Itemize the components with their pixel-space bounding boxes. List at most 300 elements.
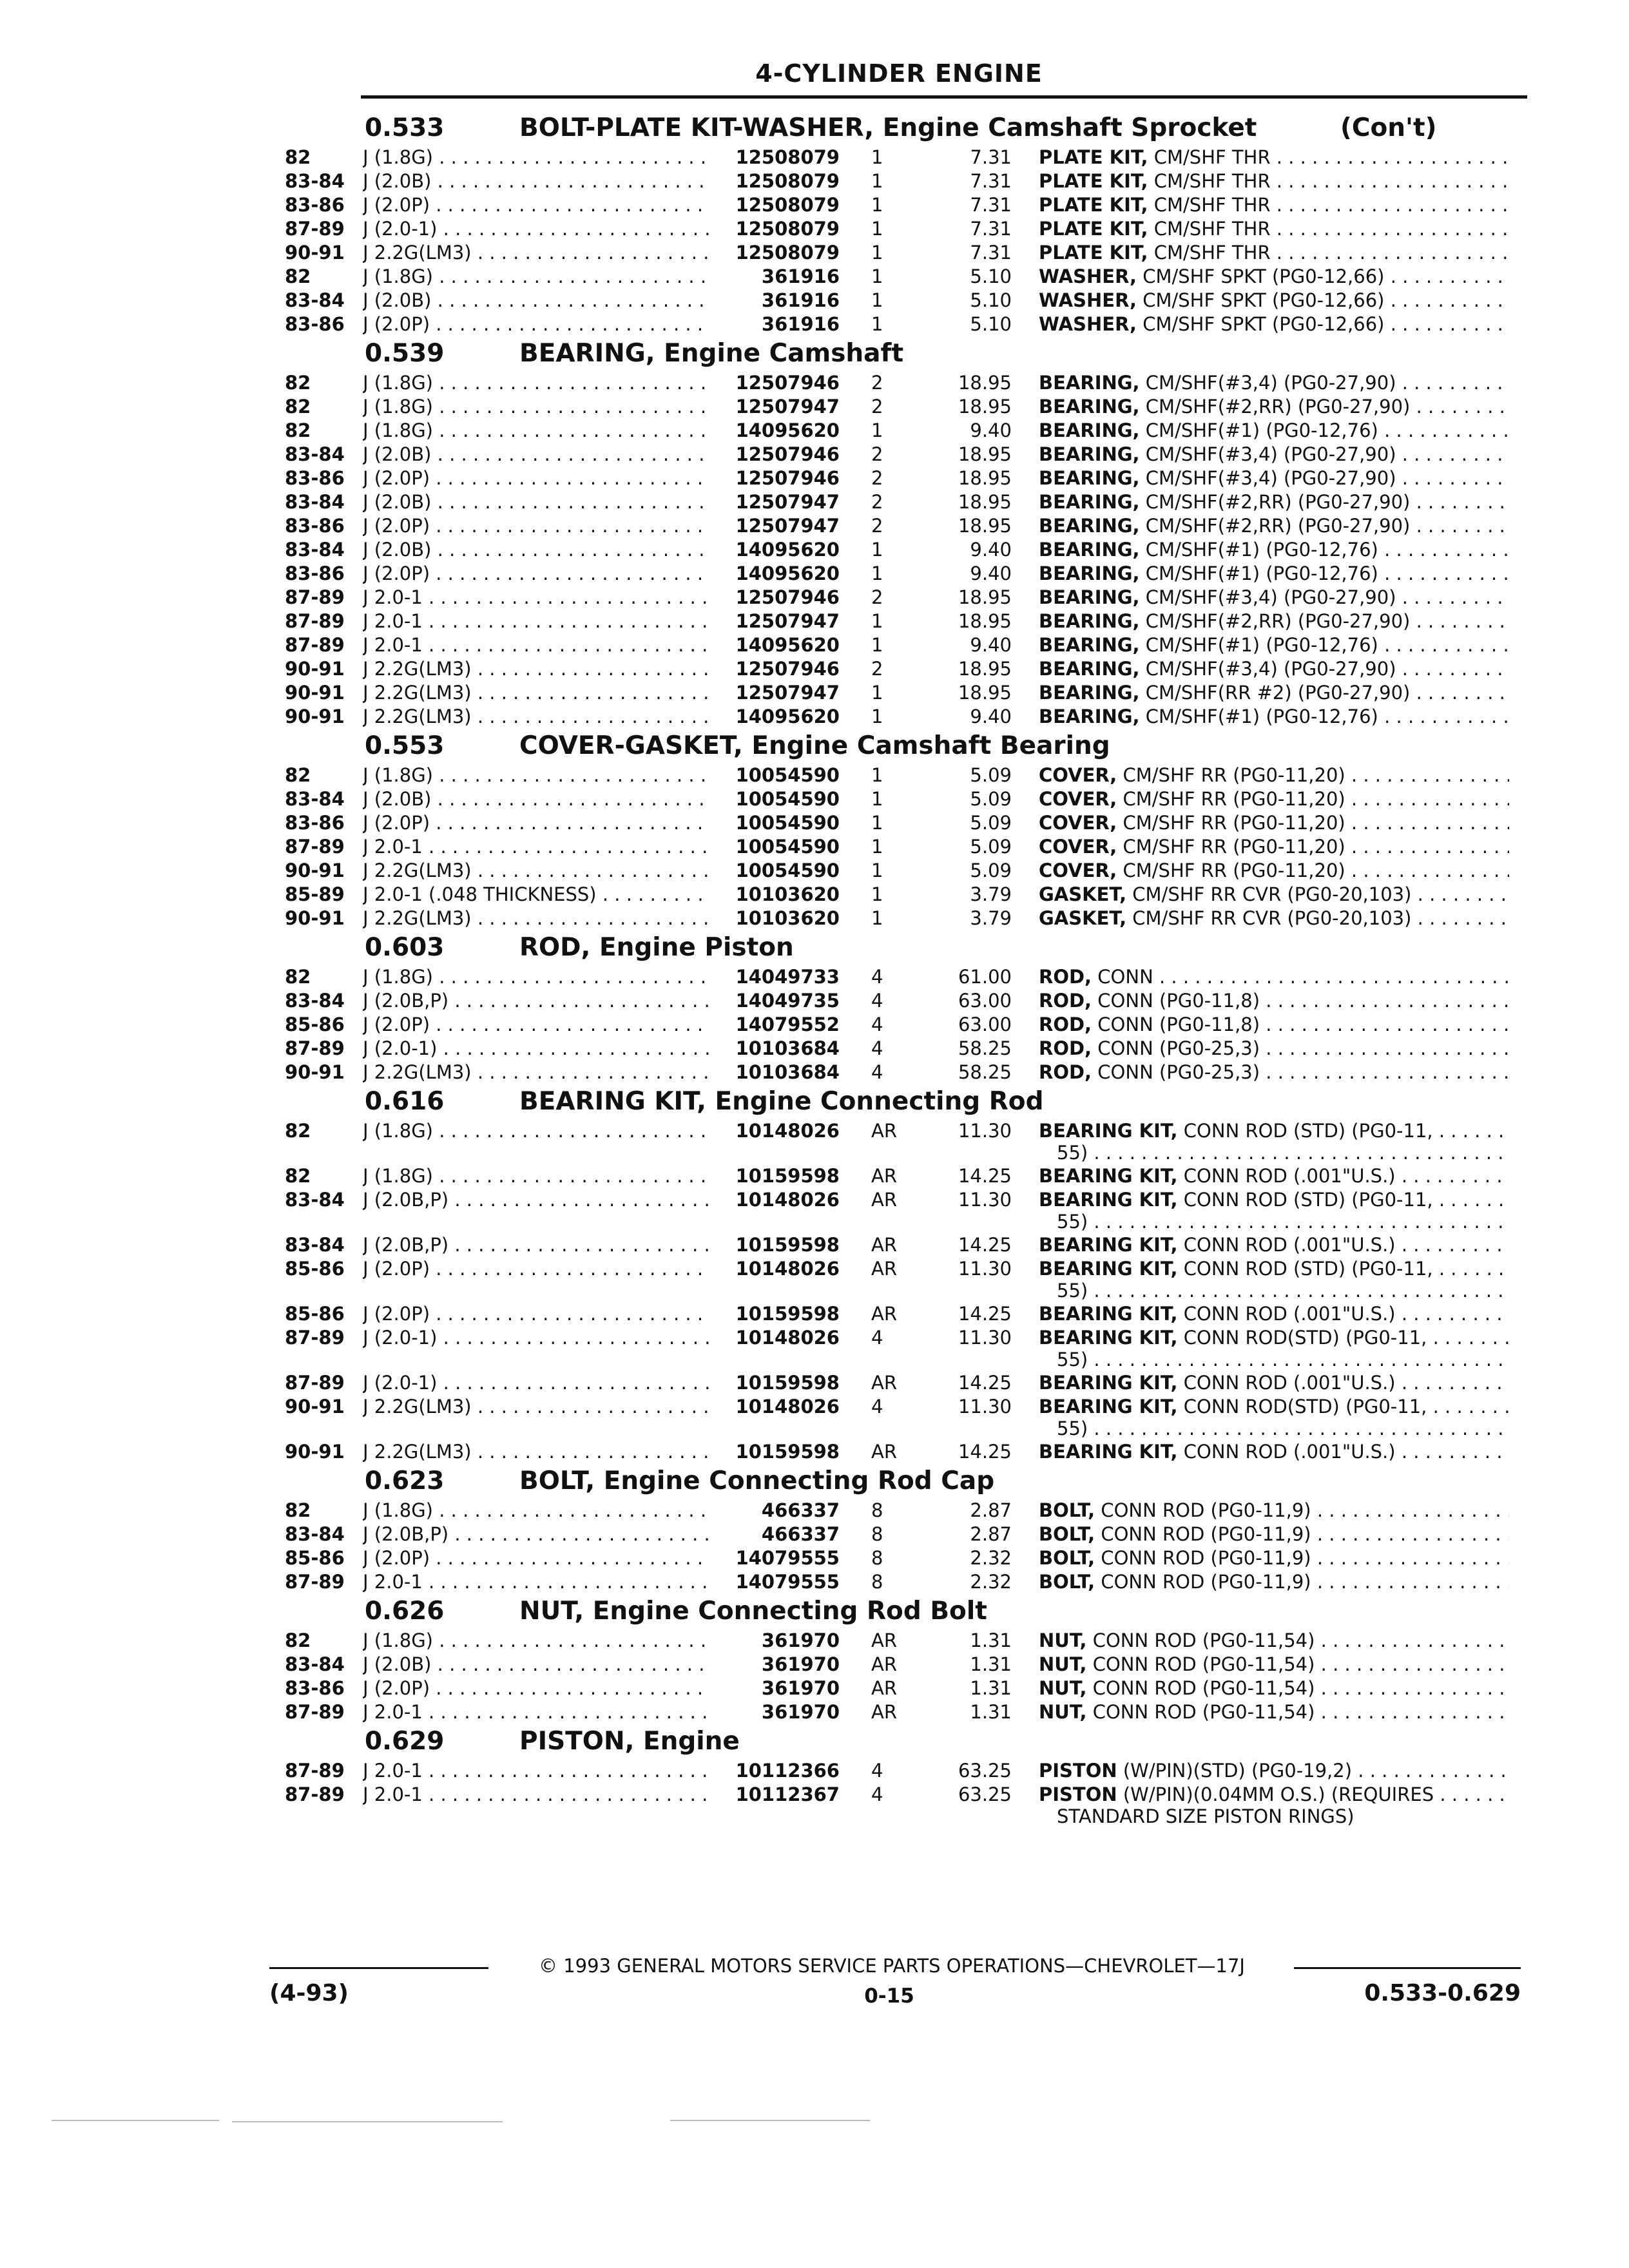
- quantity: AR: [871, 1701, 897, 1723]
- part-number: 10112366: [735, 1760, 840, 1782]
- part-number: 14049735: [735, 990, 840, 1012]
- part-description: [1039, 1677, 1509, 1700]
- part-name: ROD,: [1039, 1037, 1092, 1059]
- part-detail: CM/SHF(#1) (PG0-12,76): [1139, 539, 1378, 561]
- application: J (2.0B) . . .: [363, 538, 711, 562]
- price: 5.09: [970, 812, 1012, 834]
- part-number: 12508079: [735, 146, 840, 168]
- part-name: BEARING KIT,: [1039, 1258, 1178, 1280]
- model-years: 82: [285, 396, 311, 418]
- quantity: 4: [871, 1327, 883, 1349]
- model-years: 87-89: [285, 1327, 345, 1349]
- part-row: [0, 538, 1629, 562]
- page-title: 4-CYLINDER ENGINE: [755, 59, 1043, 88]
- part-description: [1039, 586, 1509, 610]
- part-row: [0, 419, 1629, 443]
- model-years: 87-89: [285, 1372, 345, 1394]
- description-continuation: 55) . . .: [1057, 1279, 1508, 1303]
- part-number: 12507947: [735, 491, 840, 513]
- model-years: 90-91: [285, 907, 345, 929]
- application: J (1.8G) . . .: [363, 1629, 711, 1653]
- part-name: COVER,: [1039, 764, 1117, 786]
- part-description: [1039, 1629, 1509, 1653]
- application: J (1.8G) . . .: [363, 764, 711, 787]
- part-row: [0, 610, 1629, 633]
- part-name: WASHER,: [1039, 313, 1137, 335]
- price: 9.40: [970, 706, 1012, 727]
- part-name: PLATE KIT,: [1039, 242, 1148, 264]
- part-detail: CONN ROD (.001"U.S.): [1177, 1165, 1396, 1187]
- quantity: 2: [871, 443, 883, 465]
- part-description: [1039, 610, 1509, 633]
- part-description: [1039, 633, 1509, 657]
- footer-rule-left: [269, 1967, 488, 1969]
- model-years: 83-86: [285, 515, 345, 537]
- part-description: [1039, 490, 1509, 514]
- part-row: [0, 169, 1629, 193]
- part-number: 10054590: [735, 860, 840, 881]
- application: J (1.8G) . . .: [363, 1164, 711, 1188]
- part-number: 10159598: [735, 1234, 840, 1256]
- application: J (2.0P) . . .: [363, 514, 711, 538]
- price: 3.79: [970, 907, 1012, 929]
- model-years: 85-86: [285, 1014, 345, 1035]
- quantity: AR: [871, 1234, 897, 1256]
- part-row: [0, 1570, 1629, 1594]
- part-detail: CM/SHF RR CVR (PG0-20,103): [1126, 907, 1412, 929]
- quantity: 1: [871, 419, 883, 441]
- model-years: 90-91: [285, 242, 345, 264]
- price: 2.32: [970, 1547, 1012, 1569]
- part-name: BEARING KIT,: [1039, 1234, 1178, 1256]
- price: 5.09: [970, 788, 1012, 810]
- model-years: 83-86: [285, 313, 345, 335]
- part-detail: CM/SHF SPKT (PG0-12,66): [1136, 289, 1385, 311]
- price: 5.09: [970, 764, 1012, 786]
- part-name: GASKET,: [1039, 907, 1127, 929]
- application: J (1.8G) . . .: [363, 395, 711, 419]
- part-number: 466337: [761, 1499, 840, 1521]
- part-detail: CM/SHF(#2,RR) (PG0-27,90): [1139, 396, 1411, 418]
- part-row: [0, 193, 1629, 217]
- model-years: 83-84: [285, 1189, 345, 1211]
- part-detail: (W/PIN)(0.04MM O.S.) (REQUIRES: [1117, 1783, 1434, 1805]
- part-detail: CONN ROD (.001"U.S.): [1177, 1372, 1396, 1394]
- part-description: [1039, 538, 1509, 562]
- price: 18.95: [958, 610, 1012, 632]
- model-years: 87-89: [285, 634, 345, 656]
- part-row: [0, 562, 1629, 586]
- part-number: 12508079: [735, 170, 840, 192]
- quantity: 1: [871, 836, 883, 858]
- price: 63.00: [958, 1014, 1012, 1035]
- application: J (2.0B) . . .: [363, 787, 711, 811]
- part-description: [1039, 241, 1509, 265]
- quantity: 4: [871, 966, 883, 988]
- section-number: 0.616: [365, 1087, 445, 1116]
- part-number: 12508079: [735, 194, 840, 216]
- part-detail: CM/SHF THR: [1148, 170, 1271, 192]
- part-description: [1039, 1371, 1509, 1395]
- application: J (2.0-1) . . .: [363, 1371, 711, 1395]
- quantity: 1: [871, 812, 883, 834]
- part-name: BOLT,: [1039, 1571, 1095, 1593]
- part-row: [0, 1013, 1629, 1037]
- part-row: [0, 1257, 1629, 1281]
- price: 11.30: [958, 1327, 1012, 1349]
- part-name: NUT,: [1039, 1653, 1087, 1675]
- section-number: 0.539: [365, 339, 445, 368]
- part-name: BEARING KIT,: [1039, 1327, 1178, 1349]
- price: 7.31: [970, 146, 1012, 168]
- part-name: PLATE KIT,: [1039, 194, 1148, 216]
- price: 5.10: [970, 265, 1012, 287]
- model-years: 83-86: [285, 562, 345, 584]
- quantity: AR: [871, 1303, 897, 1325]
- model-years: 82: [285, 419, 311, 441]
- quantity: 1: [871, 289, 883, 311]
- price: 63.25: [958, 1783, 1012, 1805]
- model-years: 83-84: [285, 1653, 345, 1675]
- part-detail: CM/SHF(#1) (PG0-12,76): [1139, 634, 1378, 656]
- part-detail: CM/SHF RR (PG0-11,20): [1117, 836, 1345, 858]
- quantity: 1: [871, 634, 883, 656]
- section-heading: [0, 113, 1629, 142]
- part-row: [0, 371, 1629, 395]
- part-number: 361970: [761, 1677, 840, 1699]
- price: 2.32: [970, 1571, 1012, 1593]
- part-row: [0, 907, 1629, 930]
- section-heading: [0, 933, 1629, 961]
- application: J (1.8G) . . .: [363, 265, 711, 289]
- part-detail: CM/SHF(#1) (PG0-12,76): [1139, 706, 1378, 727]
- part-row: [0, 146, 1629, 169]
- part-description: [1039, 1119, 1509, 1143]
- part-description: [1039, 764, 1509, 787]
- part-number: 10112367: [735, 1783, 840, 1805]
- price: 18.95: [958, 682, 1012, 704]
- price: 63.25: [958, 1760, 1012, 1782]
- section-number: 0.553: [365, 731, 445, 760]
- part-detail: CM/SHF(#2,RR) (PG0-27,90): [1139, 491, 1411, 513]
- quantity: 8: [871, 1499, 883, 1521]
- price: 1.31: [970, 1677, 1012, 1699]
- part-row: [0, 1188, 1629, 1212]
- application: J 2.0-1 (.048 THICKNESS) . . .: [363, 883, 711, 907]
- part-name: ROD,: [1039, 1061, 1092, 1083]
- quantity: 1: [871, 764, 883, 786]
- section-number: 0.626: [365, 1597, 445, 1626]
- section-number: 0.603: [365, 933, 445, 962]
- part-detail: CM/SHF(#3,4) (PG0-27,90): [1139, 586, 1396, 608]
- part-detail: CM/SHF(#3,4) (PG0-27,90): [1139, 467, 1396, 489]
- part-row: [0, 241, 1629, 265]
- application: J (2.0P) . . .: [363, 466, 711, 490]
- quantity: 1: [871, 610, 883, 632]
- part-number: 14095620: [735, 419, 840, 441]
- model-years: 83-84: [285, 491, 345, 513]
- part-row: [0, 764, 1629, 787]
- description-continuation: 55) . . .: [1057, 1210, 1508, 1234]
- part-row: [0, 883, 1629, 907]
- part-name: BEARING,: [1039, 586, 1140, 608]
- part-detail: CONN: [1092, 966, 1153, 988]
- model-years: 82: [285, 1499, 311, 1521]
- part-detail: CM/SHF(RR #2) (PG0-27,90): [1139, 682, 1411, 704]
- price: 58.25: [958, 1061, 1012, 1083]
- price: 7.31: [970, 170, 1012, 192]
- application: J (2.0B,P) . . .: [363, 1233, 711, 1257]
- part-name: BOLT,: [1039, 1499, 1095, 1521]
- price: 18.95: [958, 515, 1012, 537]
- price: 11.30: [958, 1189, 1012, 1211]
- model-years: 83-84: [285, 539, 345, 561]
- model-years: 90-91: [285, 706, 345, 727]
- application: J (2.0P) . . .: [363, 811, 711, 835]
- part-description: [1039, 811, 1509, 835]
- price: 14.25: [958, 1303, 1012, 1325]
- quantity: 1: [871, 788, 883, 810]
- model-years: 90-91: [285, 860, 345, 881]
- part-number: 10054590: [735, 788, 840, 810]
- part-name: BEARING,: [1039, 706, 1140, 727]
- part-description: [1039, 1233, 1509, 1257]
- quantity: 4: [871, 1037, 883, 1059]
- price: 18.95: [958, 372, 1012, 394]
- price: 18.95: [958, 586, 1012, 608]
- part-detail: CM/SHF RR (PG0-11,20): [1117, 764, 1345, 786]
- part-name: BEARING,: [1039, 539, 1140, 561]
- part-row: [0, 217, 1629, 241]
- part-name: BEARING KIT,: [1039, 1303, 1178, 1325]
- part-row: [0, 1700, 1629, 1724]
- quantity: 1: [871, 170, 883, 192]
- part-detail: CM/SHF THR: [1148, 218, 1271, 240]
- part-number: 14049733: [735, 966, 840, 988]
- part-description: [1039, 1326, 1509, 1350]
- model-years: 82: [285, 265, 311, 287]
- part-description: [1039, 705, 1509, 729]
- section-title: BEARING, Engine Camshaft: [519, 339, 904, 368]
- part-detail: CONN ROD (PG0-11,9): [1095, 1571, 1311, 1593]
- part-detail: CONN ROD (PG0-11,54): [1086, 1653, 1315, 1675]
- quantity: 8: [871, 1547, 883, 1569]
- model-years: 85-86: [285, 1303, 345, 1325]
- part-description: [1039, 835, 1509, 859]
- quantity: AR: [871, 1189, 897, 1211]
- part-detail: CONN ROD (PG0-11,54): [1086, 1701, 1315, 1723]
- price: 11.30: [958, 1258, 1012, 1280]
- part-name: ROD,: [1039, 990, 1092, 1012]
- part-description: [1039, 989, 1509, 1013]
- application: J 2.2G(LM3) . . .: [363, 1440, 711, 1464]
- part-detail: CM/SHF SPKT (PG0-12,66): [1136, 313, 1385, 335]
- quantity: 1: [871, 265, 883, 287]
- quantity: AR: [871, 1677, 897, 1699]
- application: J (2.0B) . . .: [363, 443, 711, 466]
- quantity: 2: [871, 515, 883, 537]
- application: J (1.8G) . . .: [363, 146, 711, 169]
- part-name: BEARING,: [1039, 562, 1140, 584]
- part-description: [1039, 514, 1509, 538]
- part-row: [0, 1164, 1629, 1188]
- quantity: 1: [871, 539, 883, 561]
- section-heading: [0, 731, 1629, 760]
- part-number: 12507947: [735, 396, 840, 418]
- part-name: BEARING,: [1039, 467, 1140, 489]
- part-row: [0, 395, 1629, 419]
- quantity: 8: [871, 1523, 883, 1545]
- application: J (1.8G) . . .: [363, 419, 711, 443]
- section-number: 0.629: [365, 1727, 445, 1756]
- section-title: BEARING KIT, Engine Connecting Rod: [519, 1087, 1044, 1116]
- application: J (2.0B) . . .: [363, 1653, 711, 1677]
- part-description: [1039, 217, 1509, 241]
- part-row: [0, 1783, 1629, 1807]
- application: J (2.0B) . . .: [363, 490, 711, 514]
- footer-page-number: 0-15: [864, 1984, 914, 2008]
- quantity: 1: [871, 313, 883, 335]
- part-name: BEARING,: [1039, 419, 1140, 441]
- price: 7.31: [970, 218, 1012, 240]
- part-description: [1039, 787, 1509, 811]
- part-name: BEARING KIT,: [1039, 1441, 1178, 1463]
- part-row: [0, 312, 1629, 336]
- part-number: 10054590: [735, 836, 840, 858]
- section-title: NUT, Engine Connecting Rod Bolt: [519, 1597, 987, 1626]
- part-name: BEARING,: [1039, 396, 1140, 418]
- part-description: [1039, 965, 1509, 989]
- part-row: [0, 681, 1629, 705]
- part-name: COVER,: [1039, 836, 1117, 858]
- quantity: 2: [871, 396, 883, 418]
- continued-label: (Con't): [1340, 113, 1437, 142]
- price: 7.31: [970, 194, 1012, 216]
- part-name: PISTON: [1039, 1760, 1117, 1782]
- application: J 2.0-1 . . .: [363, 1700, 711, 1724]
- price: 9.40: [970, 562, 1012, 584]
- part-row: [0, 1546, 1629, 1570]
- part-detail: CM/SHF(#1) (PG0-12,76): [1139, 419, 1378, 441]
- application: J 2.0-1 . . .: [363, 835, 711, 859]
- part-name: WASHER,: [1039, 265, 1137, 287]
- part-number: 14079552: [735, 1014, 840, 1035]
- section-heading: [0, 1597, 1629, 1625]
- model-years: 83-84: [285, 170, 345, 192]
- application: J (2.0-1) . . .: [363, 217, 711, 241]
- application: J 2.0-1 . . .: [363, 633, 711, 657]
- part-number: 14095620: [735, 634, 840, 656]
- part-row: [0, 787, 1629, 811]
- section-title: BOLT, Engine Connecting Rod Cap: [519, 1466, 995, 1495]
- part-number: 10103684: [735, 1061, 840, 1083]
- part-name: BOLT,: [1039, 1523, 1095, 1545]
- part-row: [0, 1677, 1629, 1700]
- part-number: 12507947: [735, 610, 840, 632]
- model-years: 82: [285, 372, 311, 394]
- price: 9.40: [970, 634, 1012, 656]
- model-years: 83-84: [285, 289, 345, 311]
- quantity: 2: [871, 372, 883, 394]
- price: 58.25: [958, 1037, 1012, 1059]
- quantity: 1: [871, 706, 883, 727]
- application: J (1.8G) . . .: [363, 1499, 711, 1523]
- price: 1.31: [970, 1653, 1012, 1675]
- part-description: [1039, 681, 1509, 705]
- quantity: 2: [871, 658, 883, 680]
- part-number: 12508079: [735, 242, 840, 264]
- part-name: GASKET,: [1039, 883, 1127, 905]
- section-heading: [0, 1087, 1629, 1115]
- price: 11.30: [958, 1396, 1012, 1418]
- part-row: [0, 965, 1629, 989]
- part-number: 12507946: [735, 658, 840, 680]
- part-description: [1039, 1546, 1509, 1570]
- part-number: 10148026: [735, 1258, 840, 1280]
- part-row: [0, 811, 1629, 835]
- model-years: 87-89: [285, 1037, 345, 1059]
- part-description: [1039, 657, 1509, 681]
- part-description: [1039, 1061, 1509, 1084]
- model-years: 85-89: [285, 883, 345, 905]
- price: 2.87: [970, 1499, 1012, 1521]
- part-description: [1039, 1164, 1509, 1188]
- part-detail: CONN ROD(STD) (PG0-11,: [1177, 1327, 1427, 1349]
- part-number: 10148026: [735, 1396, 840, 1418]
- part-number: 10159598: [735, 1165, 840, 1187]
- model-years: 90-91: [285, 1396, 345, 1418]
- part-row: [0, 1759, 1629, 1783]
- application: J 2.2G(LM3) . . .: [363, 657, 711, 681]
- part-detail: CONN ROD (PG0-11,9): [1095, 1547, 1311, 1569]
- price: 18.95: [958, 467, 1012, 489]
- application: J 2.2G(LM3) . . .: [363, 1395, 711, 1419]
- description-continuation: 55) . . .: [1057, 1141, 1508, 1165]
- part-name: BEARING,: [1039, 491, 1140, 513]
- price: 14.25: [958, 1441, 1012, 1463]
- model-years: 82: [285, 146, 311, 168]
- quantity: 4: [871, 1396, 883, 1418]
- model-years: 83-86: [285, 812, 345, 834]
- price: 61.00: [958, 966, 1012, 988]
- part-number: 14095620: [735, 706, 840, 727]
- part-row: [0, 1653, 1629, 1677]
- part-detail: CM/SHF(#3,4) (PG0-27,90): [1139, 443, 1396, 465]
- model-years: 82: [285, 1165, 311, 1187]
- part-number: 10103684: [735, 1037, 840, 1059]
- part-row: [0, 443, 1629, 466]
- part-number: 361970: [761, 1701, 840, 1723]
- price: 2.87: [970, 1523, 1012, 1545]
- model-years: 87-89: [285, 1701, 345, 1723]
- part-row: [0, 1326, 1629, 1350]
- description-continuation: 55) . . .: [1057, 1417, 1508, 1441]
- part-row: [0, 1395, 1629, 1419]
- part-number: 10103620: [735, 883, 840, 905]
- quantity: 2: [871, 467, 883, 489]
- application: J 2.0-1 . . .: [363, 1759, 711, 1783]
- part-detail: CONN (PG0-25,3): [1092, 1037, 1260, 1059]
- part-name: COVER,: [1039, 788, 1117, 810]
- price: 5.10: [970, 289, 1012, 311]
- part-description: [1039, 1013, 1509, 1037]
- model-years: 83-84: [285, 990, 345, 1012]
- part-row: [0, 835, 1629, 859]
- part-row: [0, 289, 1629, 312]
- part-row: [0, 1061, 1629, 1084]
- part-number: 10148026: [735, 1327, 840, 1349]
- application: J (2.0P) . . .: [363, 562, 711, 586]
